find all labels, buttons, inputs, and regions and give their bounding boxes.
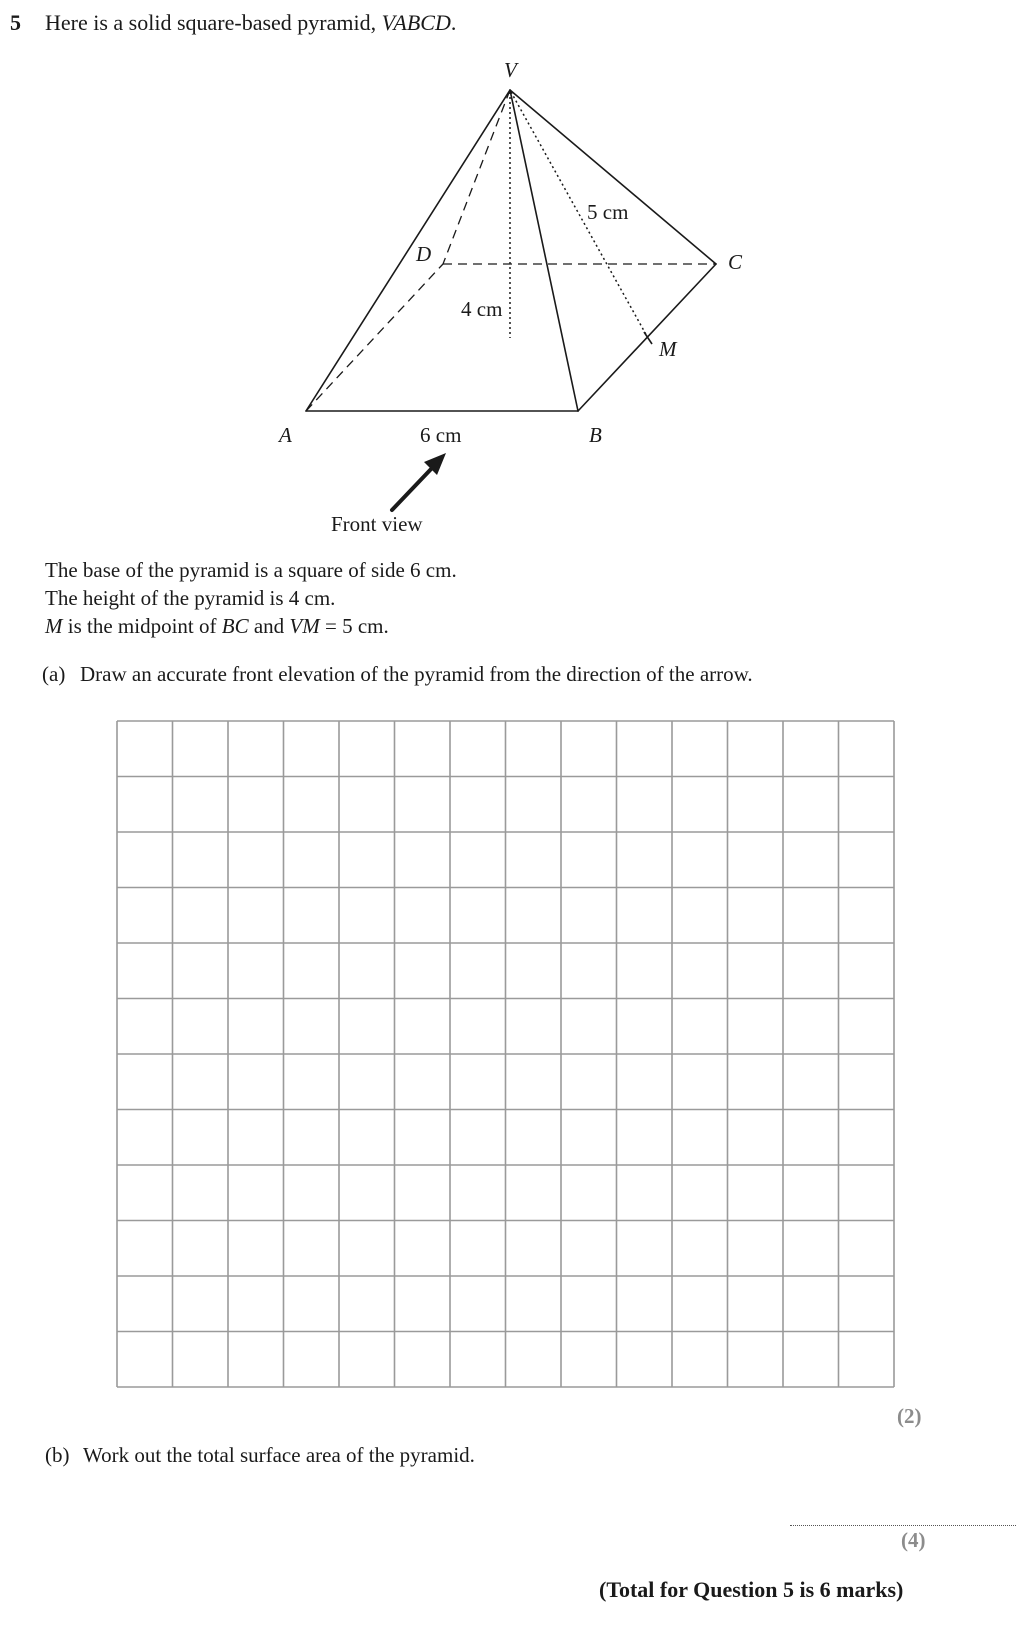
info-height: The height of the pyramid is 4 cm. <box>45 586 336 610</box>
label-D: D <box>416 242 432 266</box>
pyramid-diagram <box>0 0 1036 560</box>
intro-suffix: . <box>450 10 457 35</box>
info-midpoint <box>45 614 389 639</box>
part-b-question: Work out the total surface area of the pyramid. <box>83 1443 475 1467</box>
info-end: = 5 cm. <box>319 614 389 638</box>
intro-prefix: Here is a solid square-based pyramid, <box>45 10 382 35</box>
front-view-arrow <box>392 453 446 510</box>
label-V: V <box>504 58 517 82</box>
front-view-caption: Front view <box>331 512 423 536</box>
label-C: C <box>728 250 743 274</box>
info-mid-text: is the midpoint of <box>62 614 222 638</box>
label-M: M <box>659 337 677 361</box>
info-m: M <box>45 614 63 638</box>
pyramid-name: VABCD <box>381 10 451 35</box>
part-a-question: Draw an accurate front elevation of the pyramid from the direction of the arrow. <box>80 662 753 686</box>
label-B: B <box>589 423 602 447</box>
hidden-edge-VD <box>443 90 510 264</box>
slant-height-label: 5 cm <box>587 200 629 224</box>
drawing-grid[interactable] <box>116 720 896 1390</box>
part-b-marks: (4) <box>901 1528 926 1552</box>
label-A: A <box>279 423 292 447</box>
info-and: and <box>248 614 290 638</box>
question-number: 5 <box>10 10 21 35</box>
hidden-edge-AD <box>306 264 443 411</box>
part-b-label: (b) <box>45 1443 70 1467</box>
part-a-marks: (2) <box>897 1404 922 1428</box>
info-base: The base of the pyramid is a square of side 6 cm. <box>45 558 457 582</box>
question-total: (Total for Question 5 is 6 marks) <box>599 1577 904 1602</box>
part-a-label: (a) <box>42 662 66 686</box>
info-bc: BC <box>221 614 249 638</box>
edge-VA <box>306 90 510 411</box>
base-label: 6 cm <box>420 423 462 447</box>
answer-line[interactable] <box>790 1525 1016 1526</box>
height-label: 4 cm <box>461 297 503 321</box>
info-vm: VM <box>289 614 320 638</box>
